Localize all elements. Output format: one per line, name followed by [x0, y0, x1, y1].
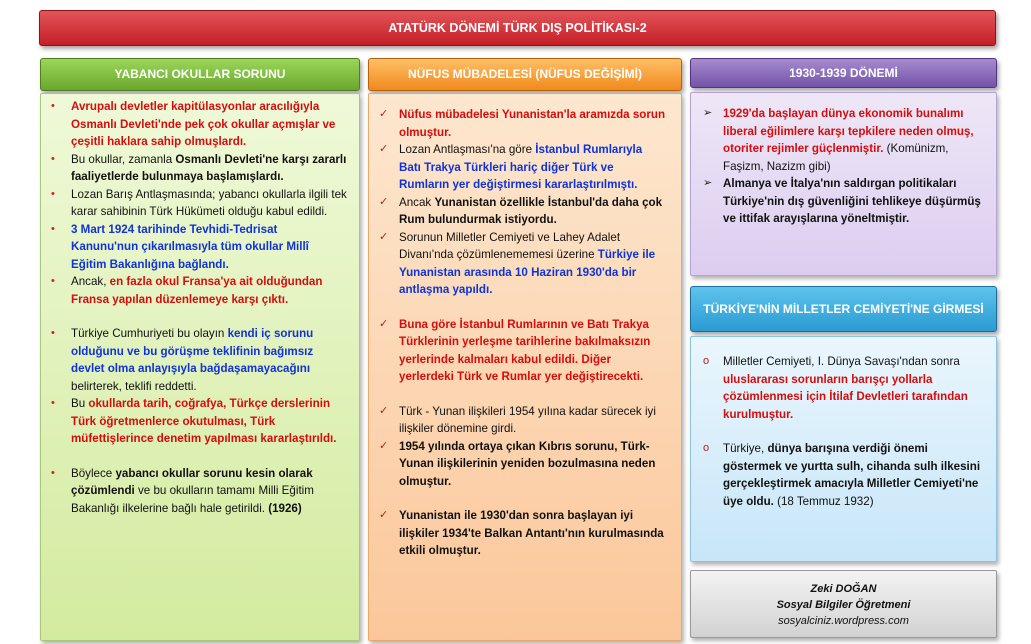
bullet-icon: ✓ — [379, 143, 389, 155]
item-text: Avrupalı devletler kapitülasyonlar aracılığıyla Osmanlı Devleti'nde pek çok okullar açmışlar ve çeşitli haklara sahip olmuşlardı. — [71, 100, 336, 148]
bullet-icon: • — [51, 275, 55, 287]
bullet-icon: • — [51, 187, 55, 200]
item-text: uluslararası sorunların barışçı yollarla çözümlenmesi için İtilaf Devletleri tarafından kurulmuştur. — [723, 372, 968, 421]
list-item — [379, 438, 667, 491]
list-item — [379, 194, 667, 229]
list-item — [379, 403, 667, 438]
bullet-icon: ✓ — [379, 230, 389, 243]
bullet-icon: o — [703, 355, 710, 367]
period-1930-1939-header: 1930-1939 DÖNEMİ — [690, 58, 997, 88]
item-text: İstanbul Rumlarıyla Batı Trakya Türkleri hariç diğer Türk ve Rumların yer değiştirmesi kararlaştırılmıştı. — [399, 143, 643, 191]
bullet-icon: ✓ — [379, 404, 389, 417]
item-text: Türk - Yunan ilişkileri 1954 yılına kadar sürecek iyi ilişkiler dönemine girdi. — [399, 404, 656, 435]
bullet-icon: o — [703, 442, 710, 454]
list-item — [51, 465, 347, 518]
foreign-schools-panel — [40, 93, 360, 641]
item-text: Sorunun Milletler Cemiyeti ve Lahey Adalet Divanı'nda çözümlenememesi üzerine — [399, 230, 621, 261]
list-item — [51, 395, 347, 448]
list-item — [51, 273, 347, 308]
item-text: Böylece — [71, 466, 116, 480]
list-spacer — [399, 386, 667, 403]
foreign-schools-list — [41, 94, 359, 517]
item-text: Milletler Cemiyeti, I. Dünya Savaşı'ndan sonra — [723, 355, 960, 368]
population-exchange-list — [369, 94, 681, 560]
bullet-icon: • — [51, 327, 55, 339]
list-spacer — [723, 423, 984, 440]
item-text: en fazla okul Fransa'ya ait olduğundan Fransa yapılan düzenlemeye karşı çıktı. — [71, 275, 323, 306]
item-text: Almanya ve İtalya'nın saldırgan politikaları Türkiye'nin dış güvenliğini tehlikeye düşürmüş ve ittifak arayışlarına yöneltmiştir. — [723, 177, 981, 225]
item-text: Osmanlı Devleti'ne karşı zararlı faaliyetlerde bulunmaya başlamışlardı. — [71, 152, 347, 183]
item-text: Nüfus mübadelesi Yunanistan'la aramızda sorun olmuştur. — [399, 108, 666, 139]
bullet-icon: ✓ — [379, 195, 389, 208]
bullet-icon: • — [51, 466, 55, 479]
list-item — [51, 151, 347, 186]
population-exchange-panel — [368, 93, 682, 641]
league-of-nations-panel — [690, 336, 997, 562]
list-item — [703, 353, 984, 423]
item-text: ve bu okulların tamamı Milli Eğitim Bakanlığı ilkelerine bağlı hale getirildi. — [71, 484, 314, 515]
item-text: Bu — [71, 397, 89, 410]
item-text: okullarda tarih, coğrafya, Türkçe derslerinin Türk öğretmenlerce okutulması, Türk müfettişlerince denetim yapılması kararlaştırıldı. — [71, 397, 337, 445]
list-item — [703, 105, 982, 175]
item-text: 3 Mart 1924 tarihinde Tevhidi-Tedrisat Kanunu'nun çıkarılmasıyla tüm okullar Millî Eğitim Bakanlığına bağlandı. — [71, 222, 309, 271]
author-site: sosyalciniz.wordpress.com — [778, 615, 909, 627]
bullet-icon: ➢ — [703, 107, 713, 119]
item-text: (Komünizm, Faşizm, Nazizm gibi) — [723, 142, 949, 173]
author-card — [690, 570, 997, 638]
list-item — [51, 186, 347, 221]
list-spacer — [71, 448, 347, 465]
bullet-icon: • — [51, 100, 55, 112]
item-text: Lozan Barış Antlaşmasında; yabancı okullarla ilgili tek karar sahibinin Türk Hükümeti olduğu kabul edildi. — [71, 187, 347, 218]
league-of-nations-list — [691, 337, 996, 510]
bullet-icon: ✓ — [379, 439, 389, 452]
page-title: ATATÜRK DÖNEMİ TÜRK DIŞ POLİTİKASI-2 — [39, 10, 996, 46]
list-item — [703, 175, 982, 228]
bullet-icon: • — [51, 152, 55, 165]
list-item — [51, 325, 347, 395]
item-text: (1926) — [268, 501, 302, 515]
item-text: belirterek, teklifi reddetti. — [71, 379, 197, 393]
item-text: Türkiye, — [723, 442, 768, 455]
list-item — [51, 98, 347, 151]
population-exchange-header: NÜFUS MÜBADELESİ (NÜFUS DEĞİŞİMİ) — [368, 58, 682, 91]
list-item — [379, 229, 667, 299]
list-item — [379, 316, 667, 386]
bullet-icon: ✓ — [379, 509, 389, 521]
author-role: Sosyal Bilgiler Öğretmeni — [776, 599, 911, 611]
period-1930-1939-panel — [690, 92, 997, 276]
item-text: Ancak — [399, 195, 435, 209]
bullet-icon: ➢ — [703, 177, 713, 189]
item-text: dünya barışına verdiği önemi göstermek ve yurtta sulh, cihanda sulh ilkesini gerçekleştirmek amacıyla Milletler Cemiyeti'ne üye oldu. — [723, 442, 981, 508]
item-text: (18 Temmuz 1932) — [773, 494, 874, 508]
bullet-icon: • — [51, 222, 55, 235]
item-text: kendi iç sorunu olduğunu ve bu görüşme teklifinin bağımsız devlet olma anlayışıyla bağdaşamayacağını — [71, 327, 314, 375]
item-text: Bu okullar, zamanla — [71, 152, 176, 166]
list-item — [703, 440, 984, 510]
item-text: Lozan Antlaşması'na göre — [399, 143, 536, 156]
list-spacer — [399, 490, 667, 507]
foreign-schools-header: YABANCI OKULLAR SORUNU — [40, 58, 360, 91]
item-text: Yunanistan ile 1930'dan sonra başlayan iyi ilişkiler 1934'te Balkan Antantı'nın kurulmasında etkili olmuştur. — [399, 509, 664, 557]
item-text: Türkiye Cumhuriyeti bu olayın — [71, 327, 228, 340]
item-text: Ancak, — [71, 275, 110, 288]
list-item — [379, 507, 667, 560]
item-text: 1954 yılında ortaya çıkan Kıbrıs sorunu, Türk-Yunan ilişkilerinin yeniden bozulmasına neden olmuştur. — [399, 439, 656, 488]
league-of-nations-header: TÜRKİYE'NİN MİLLETLER CEMİYETİ'NE GİRMESİ — [690, 286, 997, 332]
bullet-icon: • — [51, 397, 55, 409]
list-spacer — [399, 299, 667, 316]
list-item — [51, 221, 347, 274]
item-text: yabancı okullar sorunu kesin olarak çözümlendi — [71, 466, 313, 497]
item-text: 1929'da başlayan dünya ekonomik bunalımı liberal eğilimlere karşı tepkilere neden olmuş, otoriter rejimler güçlenmiştir. — [723, 107, 974, 155]
item-text: Yunanistan özellikle İstanbul'da daha çok Rum bulundurmak istiyordu. — [399, 195, 663, 226]
item-text: Buna göre İstanbul Rumlarının ve Batı Trakya Türklerinin yerleşme tarihlerine bakılmaksızın yerlerinde kalmaları kabul edildi. Diğer yerlerdeki Türk ve Rumlar yer değiştirecekti. — [399, 317, 651, 383]
bullet-icon: ✓ — [379, 317, 389, 330]
list-spacer — [71, 308, 347, 325]
list-item — [379, 106, 667, 141]
item-text: Türkiye ile Yunanistan arasında 10 Haziran 1930'da bir antlaşma yapıldı. — [399, 248, 656, 296]
list-item — [379, 141, 667, 194]
period-1930-1939-list — [691, 93, 996, 228]
author-name: Zeki DOĞAN — [810, 583, 877, 595]
bullet-icon: ✓ — [379, 108, 389, 120]
